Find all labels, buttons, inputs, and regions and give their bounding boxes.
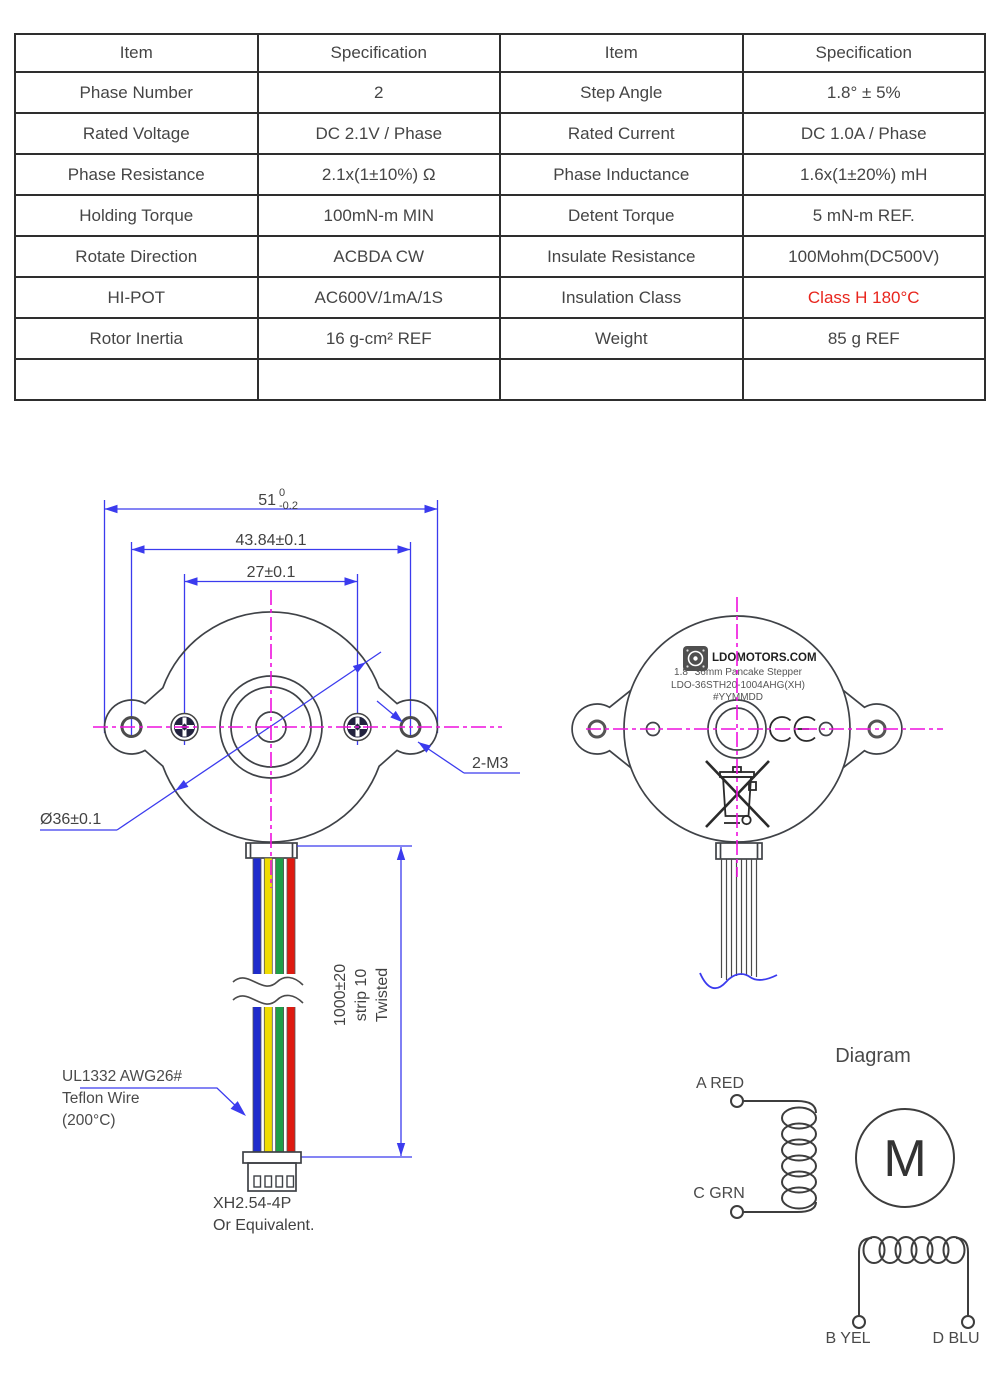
header-item-1: Item xyxy=(15,34,258,72)
xh-connector xyxy=(243,1152,301,1191)
cable-twisted-label: Twisted xyxy=(374,967,391,1023)
rear-wire-bundle xyxy=(722,859,757,980)
spec-cell: DC 1.0A / Phase xyxy=(743,113,986,154)
item-cell: Step Angle xyxy=(500,72,743,113)
item-cell: Holding Torque xyxy=(15,195,258,236)
dim-screw-spacing: 27±0.1 xyxy=(246,564,296,581)
cable-dimension-text xyxy=(332,964,391,1026)
spec-cell: 1.6x(1±20%) mH xyxy=(743,154,986,195)
item-cell: Rotate Direction xyxy=(15,236,258,277)
item-cell: Rotor Inertia xyxy=(15,318,258,359)
product-label xyxy=(671,646,817,703)
spec-cell: DC 2.1V / Phase xyxy=(258,113,501,154)
motor-symbol-letter: M xyxy=(883,1130,927,1188)
spec-cell: 2.1x(1±10%) Ω xyxy=(258,154,501,195)
wire-spec-note xyxy=(62,1068,250,1129)
spec-cell: ACBDA CW xyxy=(258,236,501,277)
cable-strip-label: strip 10 xyxy=(353,968,370,1022)
front-view xyxy=(40,487,520,1234)
header-spec-2: Specification xyxy=(743,34,986,72)
diameter-callout xyxy=(40,652,381,830)
coil-bd xyxy=(853,1237,974,1328)
item-cell: Insulation Class xyxy=(500,277,743,318)
item-cell: Detent Torque xyxy=(500,195,743,236)
connector-equivalent-label: Or Equivalent. xyxy=(213,1217,315,1234)
thread-label: 2-M3 xyxy=(472,755,509,772)
winding-schematic xyxy=(693,1045,979,1347)
spec-cell-insulation-class: Class H 180°C xyxy=(743,277,986,318)
item-cell: HI-POT xyxy=(15,277,258,318)
wire-break-gap xyxy=(230,974,310,1007)
dim-overall-tol-top: 0 xyxy=(279,487,286,499)
product-model: LDO-36STH20-1004AHG(XH) xyxy=(671,680,805,691)
rear-view xyxy=(572,597,943,988)
spec-cell: 1.8° ± 5% xyxy=(743,72,986,113)
diameter-label: Ø36±0.1 xyxy=(40,811,102,828)
item-cell: Phase Inductance xyxy=(500,154,743,195)
rear-cable-exit xyxy=(700,843,777,988)
product-datecode: #YYMMDD xyxy=(712,692,764,703)
terminal-c-label: C GRN xyxy=(693,1185,745,1202)
thread-callout xyxy=(377,701,520,773)
item-cell: Rated Voltage xyxy=(15,113,258,154)
product-description: 1.8° 36mm Pancake Stepper xyxy=(674,667,802,678)
cable-length-label: 1000±20 xyxy=(332,963,349,1027)
terminal-a-label: A RED xyxy=(695,1075,745,1092)
spec-cell: 16 g-cm² REF xyxy=(258,318,501,359)
dim-overall-width: 51 xyxy=(258,492,276,509)
spec-cell: 100mN-m MIN xyxy=(258,195,501,236)
item-cell: Phase Number xyxy=(15,72,258,113)
wire-spec-line1: UL1332 AWG26# xyxy=(62,1068,183,1085)
terminal-d-label: D BLU xyxy=(932,1330,980,1347)
spec-cell: 100Mohm(DC500V) xyxy=(743,236,986,277)
spec-cell: AC600V/1mA/1S xyxy=(258,277,501,318)
schematic-title: Diagram xyxy=(835,1045,911,1067)
item-cell: Insulate Resistance xyxy=(500,236,743,277)
wire-spec-line2: Teflon Wire xyxy=(62,1090,140,1107)
wire-spec-line3: (200°C) xyxy=(62,1112,116,1129)
brand-name: LDOMOTORS.COM xyxy=(712,652,817,664)
dim-mount-spacing: 43.84±0.1 xyxy=(235,532,307,549)
header-item-2: Item xyxy=(500,34,743,72)
item-cell: Weight xyxy=(500,318,743,359)
spec-cell: 5 mN-m REF. xyxy=(743,195,986,236)
dim-overall-tol-bottom: -0.2 xyxy=(279,500,298,512)
lead-wires xyxy=(230,858,310,1152)
motor-symbol xyxy=(856,1109,954,1207)
item-cell: Rated Current xyxy=(500,113,743,154)
header-spec-1: Specification xyxy=(258,34,501,72)
terminal-b-label: B YEL xyxy=(825,1330,871,1347)
connector-type-label: XH2.54-4P xyxy=(213,1195,292,1212)
item-cell: Phase Resistance xyxy=(15,154,258,195)
rear-cable-break-line xyxy=(700,973,777,988)
spec-cell: 2 xyxy=(258,72,501,113)
spec-cell: 85 g REF xyxy=(743,318,986,359)
